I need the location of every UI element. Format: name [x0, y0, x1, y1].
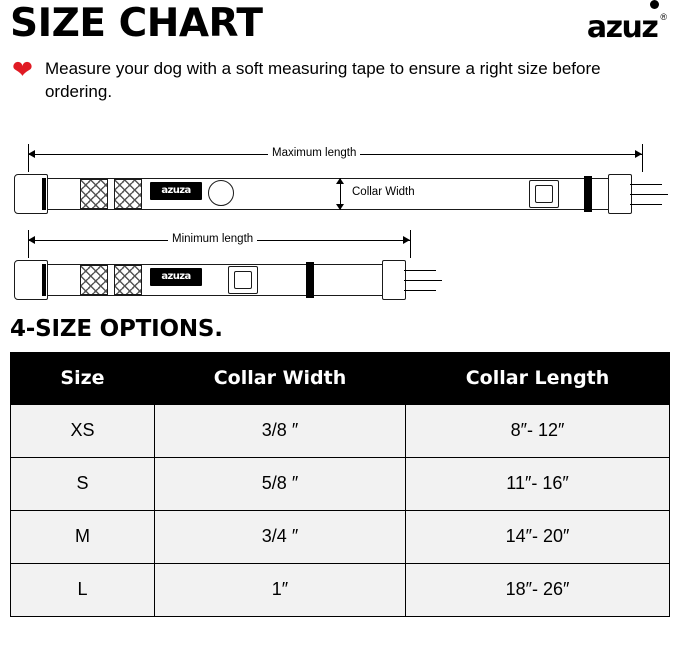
brand-dot-icon [650, 0, 659, 9]
cell-size: XS [11, 404, 155, 457]
heart-icon: ❤ [12, 56, 33, 84]
collar-adjuster-mesh-right-top [114, 179, 142, 209]
collar-adjuster-mesh-left-bottom [80, 265, 108, 295]
max-length-tick-right [642, 144, 643, 172]
collar-logo-tag-bottom: azuza [150, 268, 202, 286]
collar-buckle-prong-a-bottom [404, 270, 436, 271]
collar-slider-inner-bottom [234, 271, 252, 289]
cell-collar-width: 1″ [155, 563, 406, 616]
brand-name: azuz [586, 10, 658, 45]
collar-d-ring-top [208, 180, 234, 206]
table-header-row [11, 352, 670, 404]
collar-adjuster-mesh-left-top [80, 179, 108, 209]
min-length-label: Minimum length [168, 233, 257, 245]
collar-keeper-bottom [306, 262, 314, 298]
cell-collar-length: 18″- 26″ [406, 563, 670, 616]
min-length-tick-left [28, 230, 29, 258]
cell-size: S [11, 457, 155, 510]
min-length-arrow-right-icon [403, 236, 410, 244]
page-header [10, 0, 669, 45]
max-length-arrow-left-icon [28, 150, 35, 158]
collar-end-bar-top [42, 178, 46, 210]
cell-size: M [11, 510, 155, 563]
cell-collar-length: 8″- 12″ [406, 404, 670, 457]
registered-trademark-icon: ® [660, 12, 667, 22]
collar-buckle-bottom [382, 260, 406, 300]
column-header-size: Size [11, 352, 155, 404]
collar-buckle-prong-c-top [630, 204, 662, 205]
collar-buckle-prong-a-top [630, 184, 662, 185]
collar-width-arrow-up-icon [336, 178, 344, 184]
table-row [11, 457, 670, 510]
collar-width-arrow-down-icon [336, 204, 344, 210]
column-header-collar-width: Collar Width [155, 352, 406, 404]
collar-keeper-top [584, 176, 592, 212]
cell-collar-width: 3/4 ″ [155, 510, 406, 563]
options-heading: 4-SIZE OPTIONS. [10, 315, 223, 342]
page-title: SIZE CHART [10, 1, 263, 46]
max-length-tick-left [28, 144, 29, 172]
column-header-collar-length: Collar Length [406, 352, 670, 404]
table-row [11, 404, 670, 457]
min-length-arrow-left-icon [28, 236, 35, 244]
collar-slider-inner-top [535, 185, 553, 203]
measure-note-text: Measure your dog with a soft measuring tape to ensure a right size before ordering. [44, 59, 601, 102]
brand-logo [587, 10, 667, 45]
collar-adjuster-mesh-right-bottom [114, 265, 142, 295]
size-table [10, 352, 670, 617]
measure-note [10, 57, 669, 104]
cell-collar-length: 11″- 16″ [406, 457, 670, 510]
table-row [11, 510, 670, 563]
min-length-tick-right [410, 230, 411, 258]
max-length-arrow-right-icon [635, 150, 642, 158]
cell-collar-length: 14″- 20″ [406, 510, 670, 563]
max-length-label: Maximum length [268, 147, 360, 159]
cell-size: L [11, 563, 155, 616]
collar-buckle-top [608, 174, 632, 214]
collar-logo-tag-top: azuza [150, 182, 202, 200]
cell-collar-width: 3/8 ″ [155, 404, 406, 457]
collar-buckle-prong-c-bottom [404, 290, 436, 291]
collar-end-bar-bottom [42, 264, 46, 296]
collar-diagram [10, 122, 669, 312]
collar-buckle-prong-b-bottom [404, 280, 442, 281]
table-row [11, 563, 670, 616]
collar-buckle-prong-b-top [630, 194, 668, 195]
cell-collar-width: 5/8 ″ [155, 457, 406, 510]
collar-width-label: Collar Width [348, 186, 419, 198]
